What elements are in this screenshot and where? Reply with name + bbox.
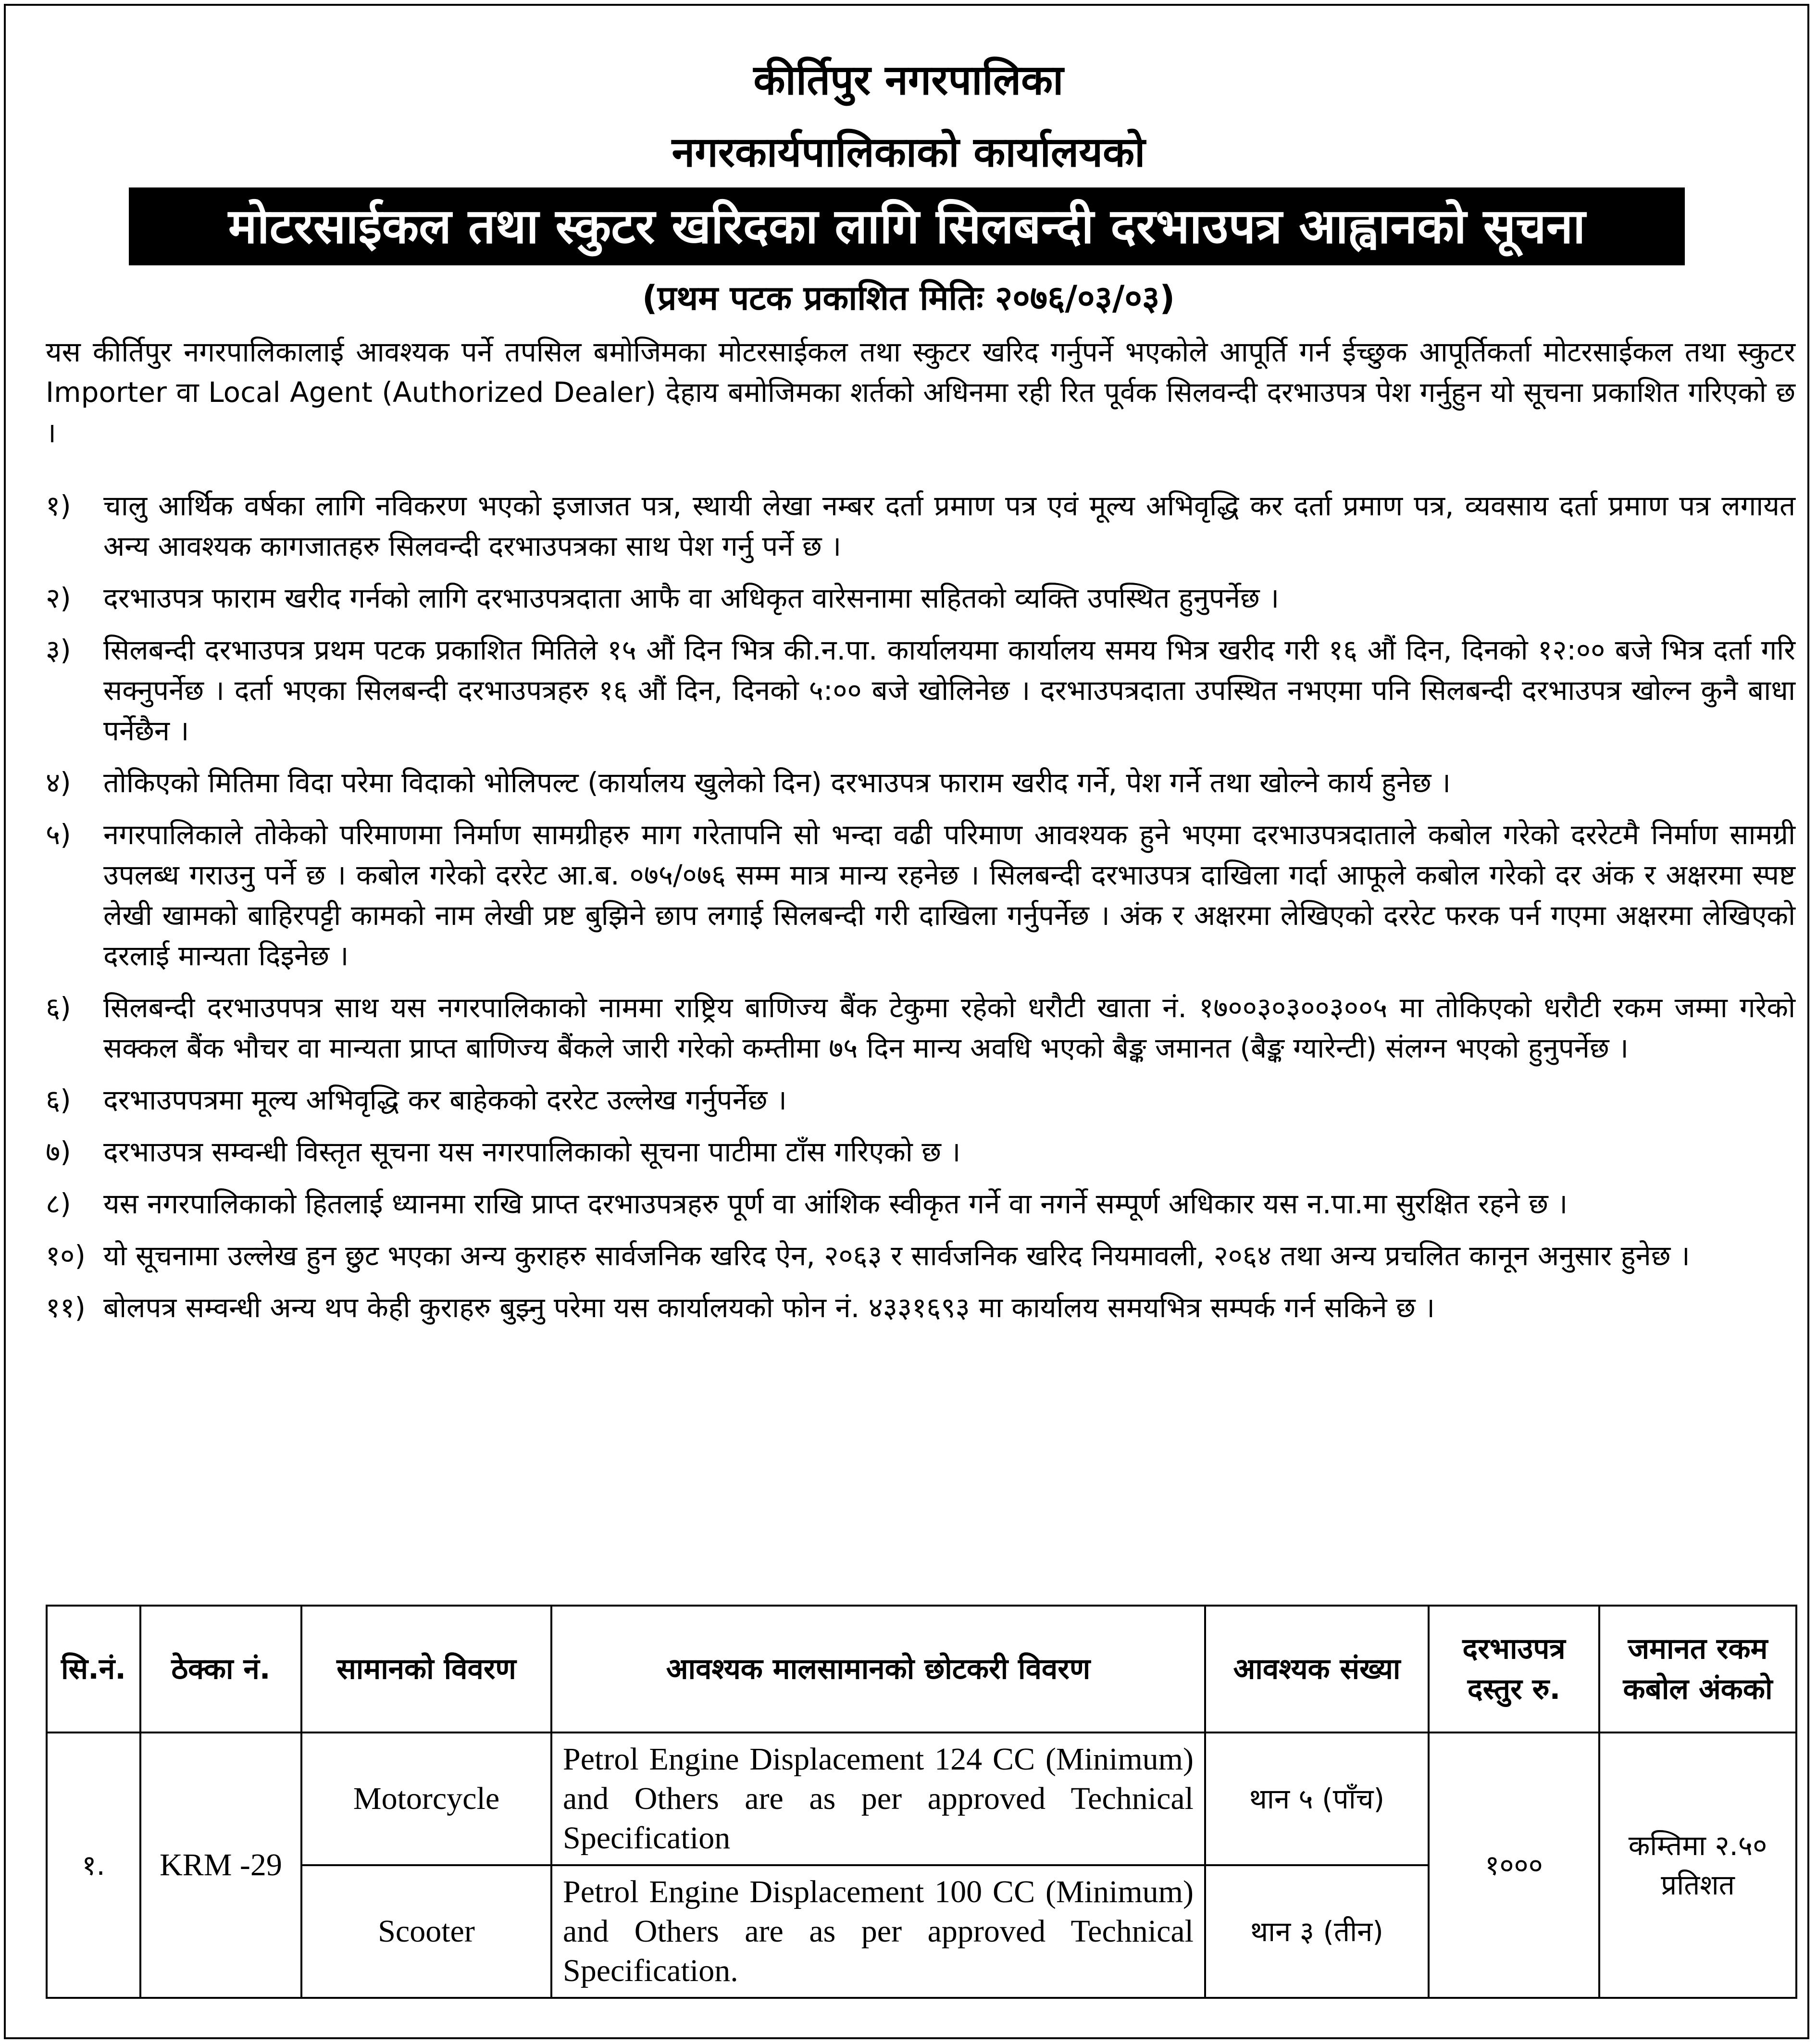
clause-4 <box>46 762 1795 803</box>
item-name-cell: Scooter <box>301 1865 551 1998</box>
clause-text: बोलपत्र सम्वन्धी अन्य थप केही कुराहरु बुझ्नु परेमा यस कार्यालयको फोन नं. ४३३१६९३ मा कार्यालय समयभित्र सम्पर्क गर्न सकिने छ । <box>103 1291 1435 1324</box>
clause-number: १०) <box>46 1239 86 1272</box>
clause-3 <box>46 630 1795 751</box>
clause-text: यो सूचनामा उल्लेख हुन छुट भएका अन्य कुराहरु सार्वजनिक खरिद ऐन, २०६३ र सार्वजनिक खरिद नियमावली, २०६४ तथा अन्य प्रचलित कानून अनुसार हुनेछ । <box>103 1239 1690 1272</box>
table-header-row <box>47 1606 1796 1732</box>
header-security: जमानत रकम कबोल अंकको <box>1599 1606 1796 1732</box>
item-spec-cell: Petrol Engine Displacement 100 CC (Minimum) and Others are as per approved Technical Specification. <box>551 1865 1205 1998</box>
clause-number: ७) <box>46 1135 71 1168</box>
header-brief-spec: आवश्यक मालसामानको छोटकरी विवरण <box>551 1606 1205 1732</box>
header-quantity: आवश्यक संख्या <box>1205 1606 1429 1732</box>
table-row <box>47 1732 1796 1865</box>
header-contract-no: ठेक्का नं. <box>140 1606 301 1732</box>
clause-7 <box>46 1132 1795 1172</box>
notice-title-banner: मोटरसाईकल तथा स्कुटर खरिदका लागि सिलबन्दी दरभाउपत्र आह्वानको सूचना <box>129 187 1685 265</box>
clause-11 <box>46 1287 1795 1328</box>
security-cell: कम्तिमा २.५० प्रतिशत <box>1599 1732 1796 1998</box>
contract-no-cell: KRM -29 <box>140 1732 301 1998</box>
clause-text: दरभाउपत्र फाराम खरीद गर्नको लागि दरभाउपत्रदाता आफै वा अधिकृत वारेसनामा सहितको व्यक्ति उपस्थित हुनुपर्नेछ । <box>103 582 1280 614</box>
clause-text: यस नगरपालिकाको हितलाई ध्यानमा राखि प्राप्त दरभाउपत्रहरु पूर्ण वा आंशिक स्वीकृत गर्ने वा नगर्ने सम्पूर्ण अधिकार यस न.पा.मा सुरक्षित रहने छ । <box>103 1187 1568 1220</box>
item-spec-cell: Petrol Engine Displacement 124 CC (Minimum) and Others are as per approved Technical Specification <box>551 1732 1205 1865</box>
item-name-cell: Motorcycle <box>301 1732 551 1865</box>
clause-number: ५) <box>46 818 71 851</box>
clause-10 <box>46 1235 1795 1276</box>
clause-text: दरभाउपपत्रमा मूल्य अभिवृद्धि कर बाहेकको दररेट उल्लेख गर्नुपर्नेछ । <box>103 1084 787 1116</box>
intro-paragraph: यस कीर्तिपुर नगरपालिकालाई आवश्यक पर्ने तपसिल बमोजिमका मोटरसाईकल तथा स्कुटर खरिद गर्नुपर्ने भएकोले आपूर्ति गर्न ईच्छुक आपूर्तिकर्ता मोटरसाईकल तथा स्कुटर Importer वा Local Agent (Authorized Dealer) देहाय बमोजिमका शर्तको अधिनमा रही रित पूर्वक सिलवन्दी दरभाउपत्र पेश गर्नुहुन यो सूचना प्रकाशित गरिएको छ । <box>46 336 1795 449</box>
header-fee: दरभाउपत्र दस्तुर रु. <box>1429 1606 1599 1732</box>
header-item-description: सामानको विवरण <box>301 1606 551 1732</box>
clause-text: तोकिएको मितिमा विदा परेमा विदाको भोलिपल्ट (कार्यालय खुलेको दिन) दरभाउपत्र फाराम खरीद गर्ने, पेश गर्ने तथा खोल्ने कार्य हुनेछ । <box>103 766 1451 799</box>
procurement-table <box>46 1605 1797 1999</box>
clause-6 <box>46 987 1795 1068</box>
quantity-cell: थान ३ (तीन) <box>1205 1865 1429 1998</box>
clause-1 <box>46 486 1795 566</box>
clause-5 <box>46 814 1795 976</box>
clause-text: नगरपालिकाले तोकेको परिमाणमा निर्माण सामग्रीहरु माग गरेतापनि सो भन्दा वढी परिमाण आवश्यक हुने भएमा दरभाउपत्रदाताले कबोल गरेको दररेटमै निर्माण सामग्री उपलब्ध गराउनु पर्ने छ । कबोल गरेको दररेट आ.ब. ०७५/०७६ सम्म मात्र मान्य रहनेछ । सिलबन्दी दरभाउपत्र दाखिला गर्दा आफूले कबोल गरेको दर अंक र अक्षरमा स्पष्ट लेखी खामको बाहिरपट्टी कामको नाम लेखी प्रष्ट बुझिने छाप लगाई सिलबन्दी गरी दाखिला गर्नुपर्नेछ । अंक र अक्षरमा लेखिएको दररेट फरक पर्न गएमा अक्षरमा लेखिएको दरलाई मान्यता दिइनेछ । <box>103 818 1795 972</box>
clause-8 <box>46 1184 1795 1224</box>
clause-6b <box>46 1080 1795 1120</box>
clause-number: १) <box>46 489 71 522</box>
serial-cell: १. <box>47 1732 140 1998</box>
clause-text: सिलबन्दी दरभाउपपत्र साथ यस नगरपालिकाको नाममा राष्ट्रिय बाणिज्य बैंक टेकुमा रहेको धरौटी खाता नं. १७००३०३००३००५ मा तोकिएको धरौटी रकम जम्मा गरेको सक्कल बैंक भौचर वा मान्यता प्राप्त बाणिज्य बैंकले जारी गरेको कम्तीमा ७५ दिन मान्य अवधि भएको बैङ्क जमानत (बैङ्क ग्यारेन्टी) संलग्न भएको हुनुपर्नेछ । <box>103 991 1795 1064</box>
clause-number: ४) <box>46 766 71 799</box>
office-name: नगरकार्यपालिकाको कार्यालयको <box>672 128 1145 176</box>
fee-cell: १००० <box>1429 1732 1599 1998</box>
municipality-name: कीर्तिपुर नगरपालिका <box>753 56 1064 104</box>
clause-number: ११) <box>46 1291 86 1324</box>
header-serial: सि.नं. <box>47 1606 140 1732</box>
clause-text: दरभाउपत्र सम्वन्धी विस्तृत सूचना यस नगरपालिकाको सूचना पाटीमा टाँस गरिएको छ । <box>103 1135 961 1168</box>
clause-number: ६) <box>46 991 71 1024</box>
quantity-cell: थान ५ (पाँच) <box>1205 1732 1429 1865</box>
conditions-list <box>46 486 1795 1339</box>
clause-text: सिलबन्दी दरभाउपत्र प्रथम पटक प्रकाशित मितिले १५ औं दिन भित्र की.न.पा. कार्यालयमा कार्यालय समय भित्र खरीद गरी १६ औं दिन, दिनको १२:०० बजे भित्र दर्ता गरि सक्नुपर्नेछ । दर्ता भएका सिलबन्दी दरभाउपत्रहरु १६ औं दिन, दिनको ५:०० बजे खोलिनेछ । दरभाउपत्रदाता उपस्थित नभएमा पनि सिलबन्दी दरभाउपत्र खोल्न कुनै बाधा पर्नेछैन । <box>103 634 1795 747</box>
clause-number: ३) <box>46 634 71 666</box>
publication-date: (प्रथम पटक प्रकाशित मितिः २०७६/०३/०३) <box>642 278 1175 318</box>
clause-number: ८) <box>46 1187 71 1220</box>
clause-number: ६) <box>46 1084 71 1116</box>
clause-2 <box>46 578 1795 618</box>
clause-number: २) <box>46 582 71 614</box>
clause-text: चालु आर्थिक वर्षका लागि नविकरण भएको इजाजत पत्र, स्थायी लेखा नम्बर दर्ता प्रमाण पत्र एवं मूल्य अभिवृद्धि कर दर्ता प्रमाण पत्र, व्यवसाय दर्ता प्रमाण पत्र लगायत अन्य आवश्यक कागजातहरु सिलवन्दी दरभाउपत्रका साथ पेश गर्नु पर्ने छ । <box>103 489 1795 562</box>
